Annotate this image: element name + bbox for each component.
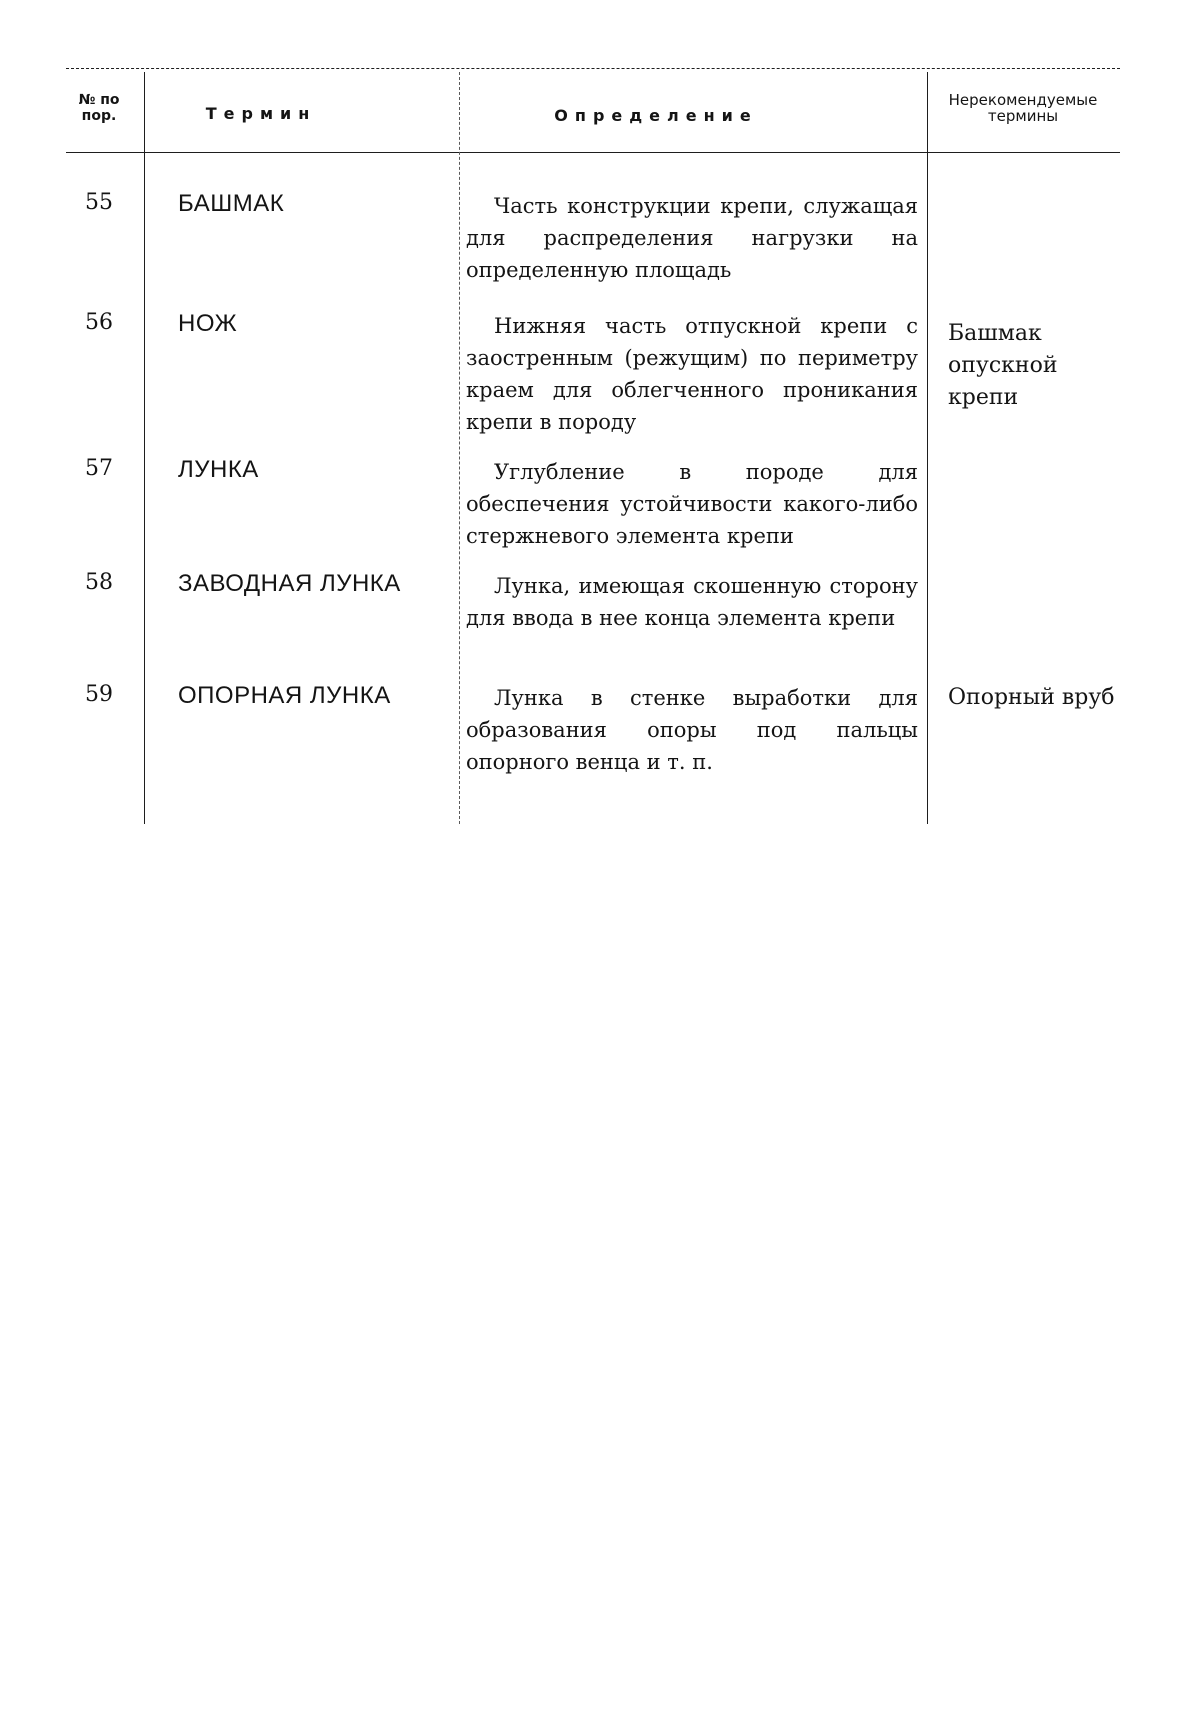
- column-divider-number: [144, 72, 145, 824]
- row-term: ЗАВОДНАЯ ЛУНКА: [178, 570, 518, 598]
- row-term: ЛУНКА: [178, 456, 518, 484]
- row-term: ОПОРНАЯ ЛУНКА: [178, 682, 518, 710]
- row-not-recommended: Опорный вруб: [948, 682, 1128, 714]
- row-number: 56: [66, 310, 132, 335]
- row-term: НОЖ: [178, 310, 518, 338]
- top-rule: [66, 68, 1120, 69]
- header-not-recommended: Нерекомендуемые термины: [928, 92, 1118, 124]
- row-number: 55: [66, 190, 132, 215]
- row-definition: Углубление в породе для обеспечения устойчивости какого-либо стержневого элемента крепи: [466, 456, 918, 552]
- header-bottom-rule: [66, 152, 1120, 153]
- row-definition: Лунка, имеющая скошенную сторону для ввода в нее конца элемента крепи: [466, 570, 918, 634]
- row-definition: Нижняя часть отпускной крепи с заостренным (режущим) по периметру краем для облегченного проникания крепи в породу: [466, 310, 918, 438]
- row-definition: Лунка в стенке выработки для образования опоры под пальцы опорного венца и т. п.: [466, 682, 918, 778]
- row-number: 57: [66, 456, 132, 481]
- column-divider-definition: [927, 72, 928, 824]
- row-definition: Часть конструкции крепи, служащая для распределения нагрузки на определенную площадь: [466, 190, 918, 286]
- header-term: Термин: [146, 104, 376, 123]
- header-definition: Определение: [466, 106, 846, 125]
- row-number: 59: [66, 682, 132, 707]
- row-not-recommended: Башмак опускной крепи: [948, 318, 1128, 414]
- column-divider-term: [459, 72, 460, 824]
- header-number: № по пор.: [66, 92, 132, 124]
- row-term: БАШМАК: [178, 190, 518, 218]
- row-number: 58: [66, 570, 132, 595]
- document-page: [0, 0, 1200, 1729]
